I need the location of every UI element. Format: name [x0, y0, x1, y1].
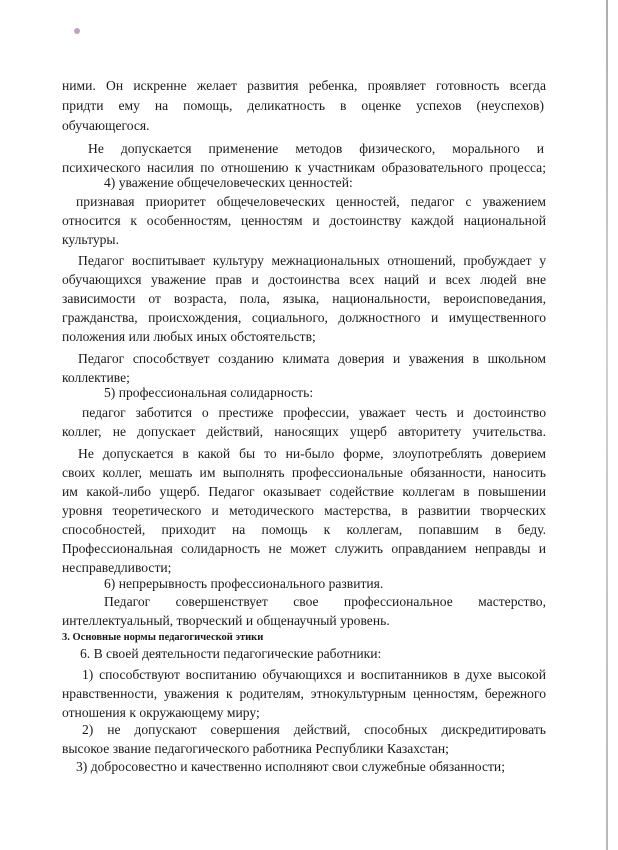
text-line: обучающегося.	[62, 118, 150, 133]
text-line: Педагог совершенствует свое профессиональное мастерство,	[104, 594, 546, 609]
text-line: интеллектуальный, творческий и общенаучный уровень.	[62, 613, 390, 628]
text-line: ними. Он искренне желает развития ребенка, проявляет готовность всегда	[62, 78, 546, 93]
section-heading: 3. Основные нормы педагогической этики	[62, 632, 264, 643]
ink-mark	[74, 28, 80, 34]
text-line: своих коллег, мешать им выполнять профессиональные обязанности, наносить	[62, 465, 546, 480]
text-line: Педагог способствует созданию климата доверия и уважения в школьном	[78, 351, 546, 366]
text-line: несправедливости;	[62, 560, 172, 575]
text-line: 1) способствуют воспитанию обучающихся и воспитанников в духе высокой	[82, 667, 546, 682]
text-line: коллег, не допускает действий, наносящих ущерб авторитету учительства.	[62, 424, 546, 439]
text-line: 3) добросовестно и качественно исполняют свои служебные обязанности;	[76, 759, 505, 774]
text-line: Педагог воспитывает культуру межнациональных отношений, пробуждает у	[78, 253, 546, 268]
text-line: положения или любых иных обстоятельств;	[62, 329, 316, 344]
text-line: отношения к окружающему миру;	[62, 705, 260, 720]
list-heading: 6) непрерывность профессионального развития.	[104, 576, 384, 591]
text-line: психического насилия по отношению к участникам образовательного процесса;	[62, 160, 546, 175]
text-line: высокое звание педагогического работника Республики Казахстан;	[62, 741, 449, 756]
text-line: зависимости от возраста, пола, языка, национальности, вероисповедания,	[62, 291, 546, 306]
text-line: педагог заботится о престиже профессии, уважает честь и достоинство	[82, 405, 546, 420]
text-line: 6. В своей деятельности педагогические работники:	[80, 646, 382, 661]
text-line: способностей, приходит на помощь к коллегам, попавшим в беду.	[62, 522, 546, 537]
text-line: Не допускается применение методов физического, морального и	[88, 141, 544, 156]
list-heading: 4) уважение общечеловеческих ценностей:	[104, 175, 353, 190]
text-line: уровня теоретического и методического мастерства, в развитии творческих	[62, 503, 546, 518]
text-line: придти ему на помощь, деликатность в оценке успехов (неуспехов)	[62, 98, 544, 113]
text-line: обучающихся уважение прав и достоинства всех наций и всех людей вне	[62, 272, 546, 287]
text-line: признавая приоритет общечеловеческих ценностей, педагог с уважением	[76, 194, 546, 209]
text-line: 2) не допускают совершения действий, способных дискредитировать	[82, 722, 546, 737]
text-line: им какой-либо ущерб. Педагог оказывает содействие коллегам в повышении	[62, 484, 546, 499]
text-line: культуры.	[62, 232, 119, 247]
text-line: Профессиональная солидарность не может служить оправданием неправды и	[62, 541, 546, 556]
text-line: Не допускается в какой бы то ни-было форме, злоупотреблять доверием	[78, 446, 546, 461]
text-line: относится к особенностям, ценностям и достоинству каждой национальной	[62, 213, 546, 228]
text-line: гражданства, происхождения, социального, должностного и имущественного	[62, 310, 546, 325]
list-heading: 5) профессиональная солидарность:	[104, 385, 314, 400]
text-line: коллективе;	[62, 370, 130, 385]
text-line: нравственности, уважения к родителям, этнокультурным ценностям, бережного	[62, 686, 546, 701]
